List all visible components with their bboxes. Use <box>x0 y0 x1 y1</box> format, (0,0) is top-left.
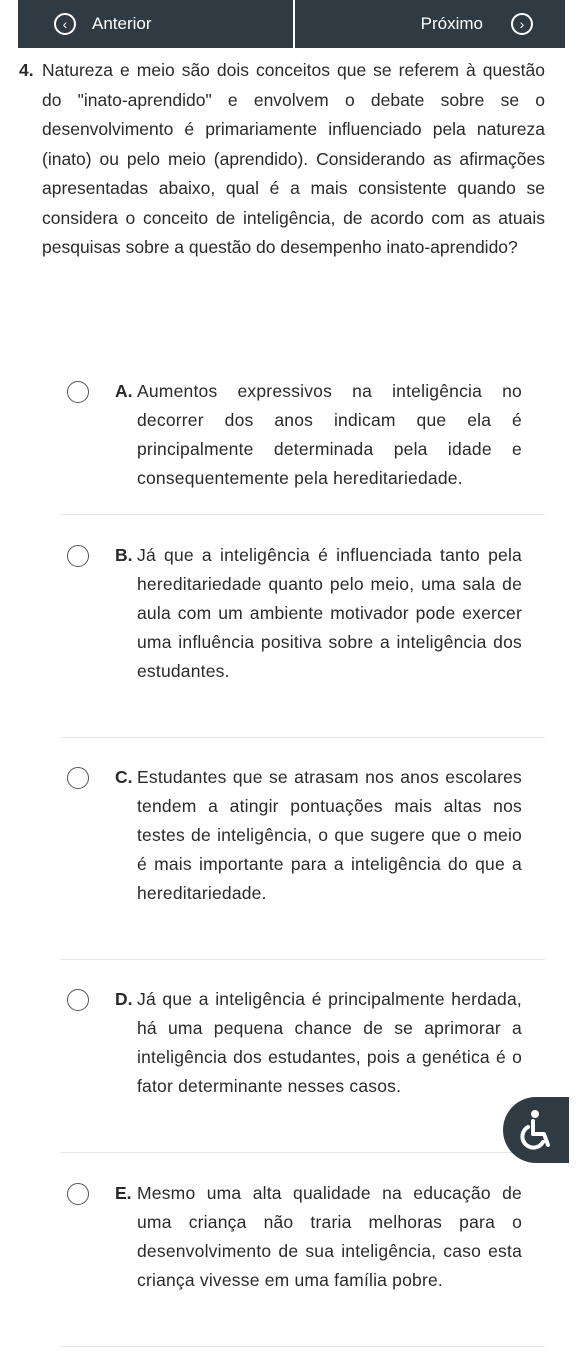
option-text: Estudantes que se atrasam nos anos escolares tendem a atingir pontuações mais altas nos testes de inteligência, o que sugere que o meio é mais importante para a inteligência do que a hereditariedade. <box>137 767 522 903</box>
option-text: Aumentos expressivos na inteligência no decorrer dos anos indicam que ela é principalmente determinada pela idade e consequentemente pela hereditariedade. <box>137 381 522 488</box>
option-separator <box>60 1346 545 1347</box>
wheelchair-icon <box>518 1109 554 1151</box>
option-separator <box>60 514 545 515</box>
radio-option-c[interactable] <box>67 767 89 789</box>
question-number: 4. <box>19 60 34 80</box>
option-letter: E. <box>115 1183 132 1203</box>
chevron-left-circle-icon: ‹ <box>54 13 76 35</box>
option-text: Já que a inteligência é principalmente herdada, há uma pequena chance de se aprimorar a inteligência dos estudantes, pois a genética é o fator determinante nesses casos. <box>137 989 522 1096</box>
option-letter: D. <box>115 989 133 1009</box>
option-separator <box>60 1152 545 1153</box>
option-separator <box>60 737 545 738</box>
option-separator <box>60 959 545 960</box>
next-label: Próximo <box>420 14 483 33</box>
option-letter: A. <box>115 381 133 401</box>
chevron-right-circle-icon: › <box>511 13 533 35</box>
accessibility-button[interactable] <box>503 1097 569 1163</box>
question-block <box>19 56 545 263</box>
option-letter: C. <box>115 767 133 787</box>
previous-label: Anterior <box>92 14 152 33</box>
navigation-bar <box>18 0 565 48</box>
option-letter: B. <box>115 545 133 565</box>
radio-option-d[interactable] <box>67 989 89 1011</box>
next-button[interactable] <box>295 0 566 48</box>
radio-option-b[interactable] <box>67 545 89 567</box>
previous-button[interactable] <box>18 0 293 48</box>
option-text: Mesmo uma alta qualidade na educação de uma criança não traria melhoras para o desenvolvimento de sua inteligência, caso esta criança vivesse em uma família pobre. <box>137 1183 522 1290</box>
radio-option-a[interactable] <box>67 381 89 403</box>
question-text: Natureza e meio são dois conceitos que se referem à questão do "inato-aprendido" e envolvem o debate sobre se o desenvolvimento é primariamente influenciado pela natureza (inato) ou pelo meio (aprendido). Considerando as afirmações apresentadas abaixo, qual é a mais consistente quando se considera o conceito de inteligência, de acordo com as atuais pesquisas sobre a questão do desempenho inato-aprendido? <box>42 60 545 257</box>
radio-option-e[interactable] <box>67 1183 89 1205</box>
option-text: Já que a inteligência é influenciada tanto pela hereditariedade quanto pelo meio, uma sala de aula com um ambiente motivador pode exercer uma influência positiva sobre a inteligência dos estudantes. <box>137 545 522 681</box>
